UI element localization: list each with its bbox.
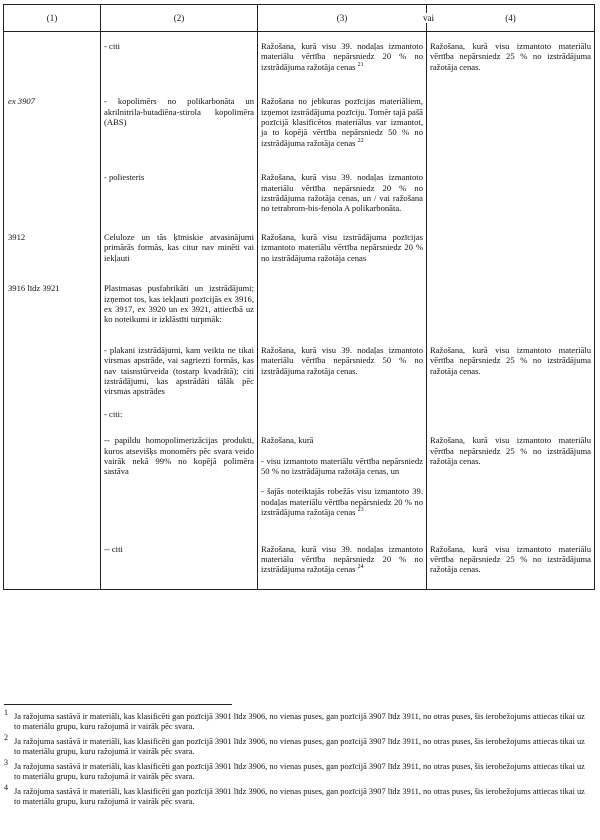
footnote [4,783,592,807]
rule-text [261,96,423,148]
alt-rule-cell [427,530,595,590]
rule-text: Ražošana, kurā [261,435,314,446]
footnote-text: Ja ražojuma sastāvā ir materiāli, kas klasificēti gan pozīcijā 3901 līdz 3906, no vienas puses, gan pozīcijā 3907 līdz 3911, no otras puses, šis ierobežojums attiecas tikai uz to materiālu grupu, kuru ražojumā ir vairāk pēc svara. [14,787,585,806]
rule-text [261,544,423,575]
code-cell [4,431,101,529]
code-cell [4,397,101,431]
footnote-number: 3 [4,758,8,767]
alt-rule-cell [427,226,595,277]
rule-bullet-2-text: - šajās noteiktajās robežās visu izmantoto 39. nodaļas materiālu vērtība nepārsniedz 20 % no izstrādājuma ražotāja cenas [261,486,423,518]
rule-text: Ražošana, kurā visu 39. nodaļas izmantoto materiālu vērtība nepārsniedz 50 % no izstrādājuma ražotāja cenas. [261,344,423,376]
table-row [4,431,595,529]
footnote-text: Ja ražojuma sastāvā ir materiāli, kas klasificēti gan pozīcijā 3901 līdz 3906, no vienas puses, gan pozīcijā 3907 līdz 3911, no otras puses, šis ierobežojums attiecas tikai uz to materiālu grupu, kuru ražojumā ir vairāk pēc svara. [14,712,585,731]
description-text: -- papildu homopolimerizācijas produkti, kuros atsevišķs monomērs pēc svara veido vairāk nekā 99% no kopējā polimēra sastāva [104,435,254,477]
alt-rule-cell [427,431,595,529]
footnote-ref: 23 [357,507,364,514]
rule-cell [258,82,427,158]
alt-rule-cell [427,337,595,397]
header-col-3-label: (3) [336,12,348,23]
code-cell [4,32,101,83]
description-text: -- citi [104,543,123,554]
header-row [4,5,595,32]
description-cell [101,337,258,397]
header-col-1: (1) [4,5,101,32]
footnote [4,758,592,782]
rule-cell [258,277,427,337]
description-text: - citi [104,41,120,51]
footnote-ref: 21 [357,61,364,68]
table-row [4,337,595,397]
alt-rule-text: Ražošana, kurā visu izmantoto materiālu vērtība nepārsniedz 25 % no izstrādājuma ražotāja cenas. [430,543,591,575]
code-cell: 3916 līdz 3921 [4,277,101,337]
code-cell [4,158,101,226]
alt-rule-cell [427,277,595,337]
description-cell [101,397,258,431]
table-row [4,226,595,277]
rule-text-body: Ražošana, kurā visu 39. nodaļas izmantoto materiālu vērtība nepārsniedz 20 % no izstrādājuma ražotāja cenas [261,543,423,575]
alt-rule-cell [427,32,595,83]
rule-cell [258,158,427,226]
rule-cell [258,32,427,83]
rule-bullet-2 [261,486,423,517]
description-text: Celuloze un tās ķīmiskie atvasinājumi primārās formās, kas citur nav minēti vai iekļauti [104,231,254,263]
footnote [4,708,592,732]
alt-rule-cell [427,82,595,158]
code-text: ex 3907 [8,96,35,107]
table-row [4,158,595,226]
footnote-text: Ja ražojuma sastāvā ir materiāli, kas klasificēti gan pozīcijā 3901 līdz 3906, no vienas puses, gan pozīcijā 3907 līdz 3911, no otras puses, šis ierobežojums attiecas tikai uz to materiālu grupu, kuru ražojumā ir vairāk pēc svara. [14,737,585,756]
rule-text [261,41,423,72]
table-row [4,530,595,590]
description-cell [101,226,258,277]
footnote-number: 2 [4,733,8,742]
rule-bullet-1: - visu izmantoto materiālu vērtība nepārsniedz 50 % no izstrādājuma ražotāja cenas, un [261,455,423,476]
rule-cell [258,397,427,431]
header-col-4: (4) [427,5,595,32]
code-cell [4,82,101,158]
footnote [4,733,592,757]
description-text: - plakani izstrādājumi, kam veikta ne tikai virsmas apstrāde, vai sagriezti formās, kas nav taisnstūrveida (tostarp kvadrātā); citi izstrādājumi, kas apstrādāti tālāk pēc virsmas apstrādes [104,344,254,397]
alt-rule-text: Ražošana, kurā visu izmantoto materiālu vērtība nepārsniedz 25 % no izstrādājuma ražotāja cenas. [430,344,591,376]
description-text: - poliesteris [104,172,145,183]
footnote-separator [4,704,232,705]
rule-cell [258,530,427,590]
alt-rule-text: Ražošana, kurā visu izmantoto materiālu vērtība nepārsniedz 25 % no izstrādājuma ražotāja cenas. [430,435,591,466]
footnote-number: 4 [4,783,8,792]
rule-text-body: Ražošana, kurā visu 39. nodaļas izmantoto materiālu vērtība nepārsniedz 20 % no izstrādājuma ražotāja cenas [261,41,423,72]
description-text: - kopolimērs no polikarbonāta un akrilnitrila-butadiēna-stirola kopolimēra (ABS) [104,96,254,128]
rule-cell [258,226,427,277]
footnotes [4,708,592,812]
description-text: Plastmasas pusfabrikāti un izstrādājumi; izņemot tos, kas iekļauti pozīcijās ex 3916, ex 3917, ex 3920 un ex 3921, attiecībā uz ko noteikumi ir izklāstīti turpmāk: [104,283,254,325]
rule-text: Ražošana, kurā visu 39. nodaļas izmantoto materiālu vērtība nepārsniedz 20 % no izstrādājuma ražotāja cenas, un / vai ražošana no tetrabrom-bis-fenola A polikarbonāta. [261,172,423,214]
description-cell [101,530,258,590]
header-col-3 [258,5,434,32]
table-row [4,397,595,431]
table-row [4,82,595,158]
alt-rule-text: Ražošana, kurā visu izmantoto materiālu vērtība nepārsniedz 25 % no izstrādājuma ražotāja cenas. [430,41,591,72]
rule-cell [258,431,427,529]
footnote-number: 1 [4,708,8,717]
table-row [4,277,595,337]
table-row [4,32,595,83]
footnote-ref: 24 [357,564,364,571]
rule-text-body: Ražošana no jebkuras pozīcijas materiāliem, izņemot izstrādājuma pozīciju. Tomēr tajā pašā pozīcijā klasificētos materiālus var izmantot, ja to kopējā vērtība nepārsniedz 50 % no izstrādājuma ražotāja cenas [261,96,423,148]
header-col-2: (2) [101,5,258,32]
code-cell: 3912 [4,226,101,277]
description-cell [101,158,258,226]
rule-text: Ražošana, kurā visu izstrādājuma pozīcijas izmantoto materiālu vērtība nepārsniedz 20 % no izstrādājuma ražotāja cenas [261,231,423,263]
description-cell [101,32,258,83]
header-or-label: vai [423,13,434,23]
alt-rule-cell [427,158,595,226]
code-cell [4,337,101,397]
footnote-ref: 22 [357,137,364,144]
alt-rule-cell [427,397,595,431]
description-cell [101,431,258,529]
description-cell [101,277,258,337]
description-cell [101,82,258,158]
footnote-text: Ja ražojuma sastāvā ir materiāli, kas klasificēti gan pozīcijā 3901 līdz 3906, no vienas puses, gan pozīcijā 3907 līdz 3911, no otras puses, šis ierobežojums attiecas tikai uz to materiālu grupu, kuru ražojumā ir vairāk pēc svara. [14,762,585,781]
code-cell [4,530,101,590]
description-text: - citi: [104,408,123,419]
rule-cell [258,337,427,397]
rules-table [3,4,595,590]
